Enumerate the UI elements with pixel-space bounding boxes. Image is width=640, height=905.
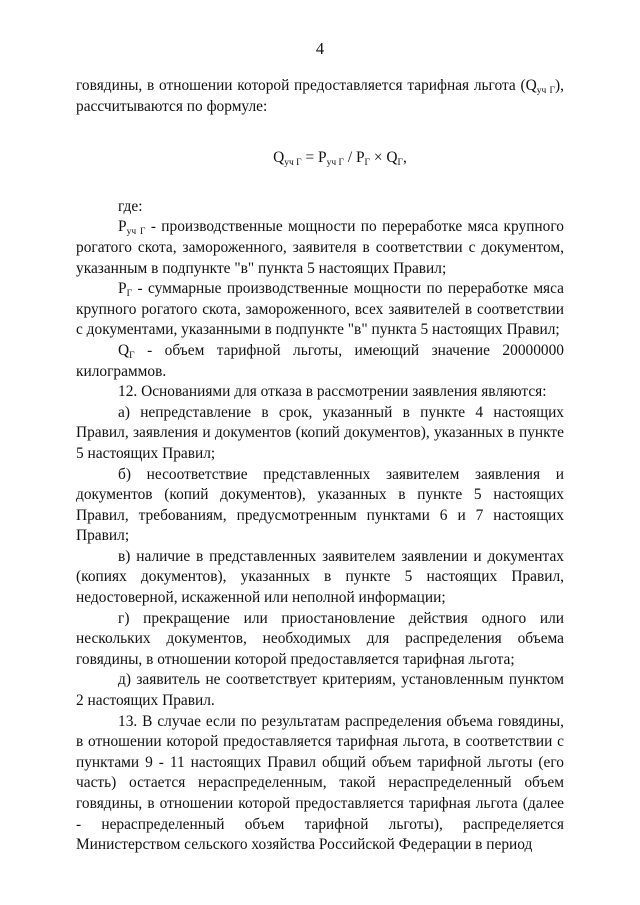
- where-label: где:: [118, 197, 143, 215]
- formula: [76, 117, 564, 197]
- definition-item: [76, 217, 564, 279]
- intro-subscript: уч Г: [536, 86, 556, 96]
- definition-text: - суммарные производственные мощности по переработке мяса крупного рогатого скота, замороженного, всех заявителей в соответствии с документами, указанными в подпункте "в" пункта 5 настоящих Правил;: [76, 280, 564, 339]
- subitem-v: в) наличие в представленных заявителем заявлении и документах (копиях документов), указанных в пункте 5 настоящих Правил, недостоверной, искаженной или неполной информации;: [76, 547, 564, 607]
- subitem-b: б) несоответствие представленных заявителем заявления и документов (копий документов), указанных в пункте 5 настоящих Правил, требованиям, предусмотренным пунктами 6 и 7 настоящих Правил;: [76, 465, 564, 545]
- formula-times: × Q: [370, 149, 398, 167]
- definition-subscript: Г: [126, 289, 133, 300]
- definition-item: [76, 279, 564, 341]
- page-number: 4: [315, 39, 325, 58]
- formula-qg-sub: Г: [397, 158, 404, 169]
- intro-text-part2: ), рассчитываются по формуле:: [76, 77, 564, 115]
- definition-item: [76, 341, 564, 382]
- paragraph-13: 13. В случае если по результатам распределения объема говядины, в отношении которой предоставляется тарифная льгота, в соответствии с пунктами 9 - 11 настоящих Правил общий объем тарифной льготы (его часть) остается нераспределенным, такой нераспределенный объем говядины, в отношении которой предоставляется тарифная льгота (далее - нераспределенный объем тарифной льготы), распределяется Министерством сельского хозяйства Российской Федерации в период: [76, 712, 564, 854]
- definition-text: - объем тарифной льготы, имеющий значение 20000000 килограммов.: [76, 341, 564, 380]
- formula-eq: = P: [301, 149, 327, 167]
- document-body: [76, 76, 564, 856]
- definition-subscript: уч Г: [126, 227, 146, 238]
- formula-q: Q: [273, 149, 285, 167]
- definition-subscript: Г: [129, 350, 135, 361]
- formula-pg-sub: Г: [364, 158, 371, 169]
- formula-div: / P: [343, 149, 365, 167]
- definition-symbol: Q: [118, 341, 130, 359]
- formula-p-sub: уч Г: [326, 158, 344, 169]
- subitem-g: г) прекращение или приостановление действия одного или нескольких документов, необходимых для распределения объема говядины, в отношении которой предоставляется тарифная льгота;: [76, 609, 564, 668]
- intro-text-part1: говядины, в отношении которой предоставляется тарифная льгота (Q: [76, 77, 537, 94]
- paragraph-12: 12. Основаниями для отказа в рассмотрении заявления являются:: [118, 383, 547, 401]
- formula-q-sub: уч Г: [284, 158, 302, 169]
- definition-symbol: P: [118, 280, 127, 298]
- intro-paragraph: [76, 76, 564, 117]
- definition-text: - производственные мощности по переработке мяса крупного рогатого скота, замороженного, заявителя в соответствии с документом, указанным в подпункте "в" пункта 5 настоящих Правил;: [76, 218, 564, 277]
- subitem-d: д) заявитель не соответствует критериям, установленным пунктом 2 настоящих Правил.: [76, 671, 564, 710]
- formula-end: ,: [403, 149, 407, 167]
- definition-symbol: P: [118, 218, 127, 236]
- subitem-a: а) непредставление в срок, указанный в пункте 4 настоящих Правил, заявления и документов (копий документов), указанных в пункте 5 настоящих Правил;: [76, 403, 564, 462]
